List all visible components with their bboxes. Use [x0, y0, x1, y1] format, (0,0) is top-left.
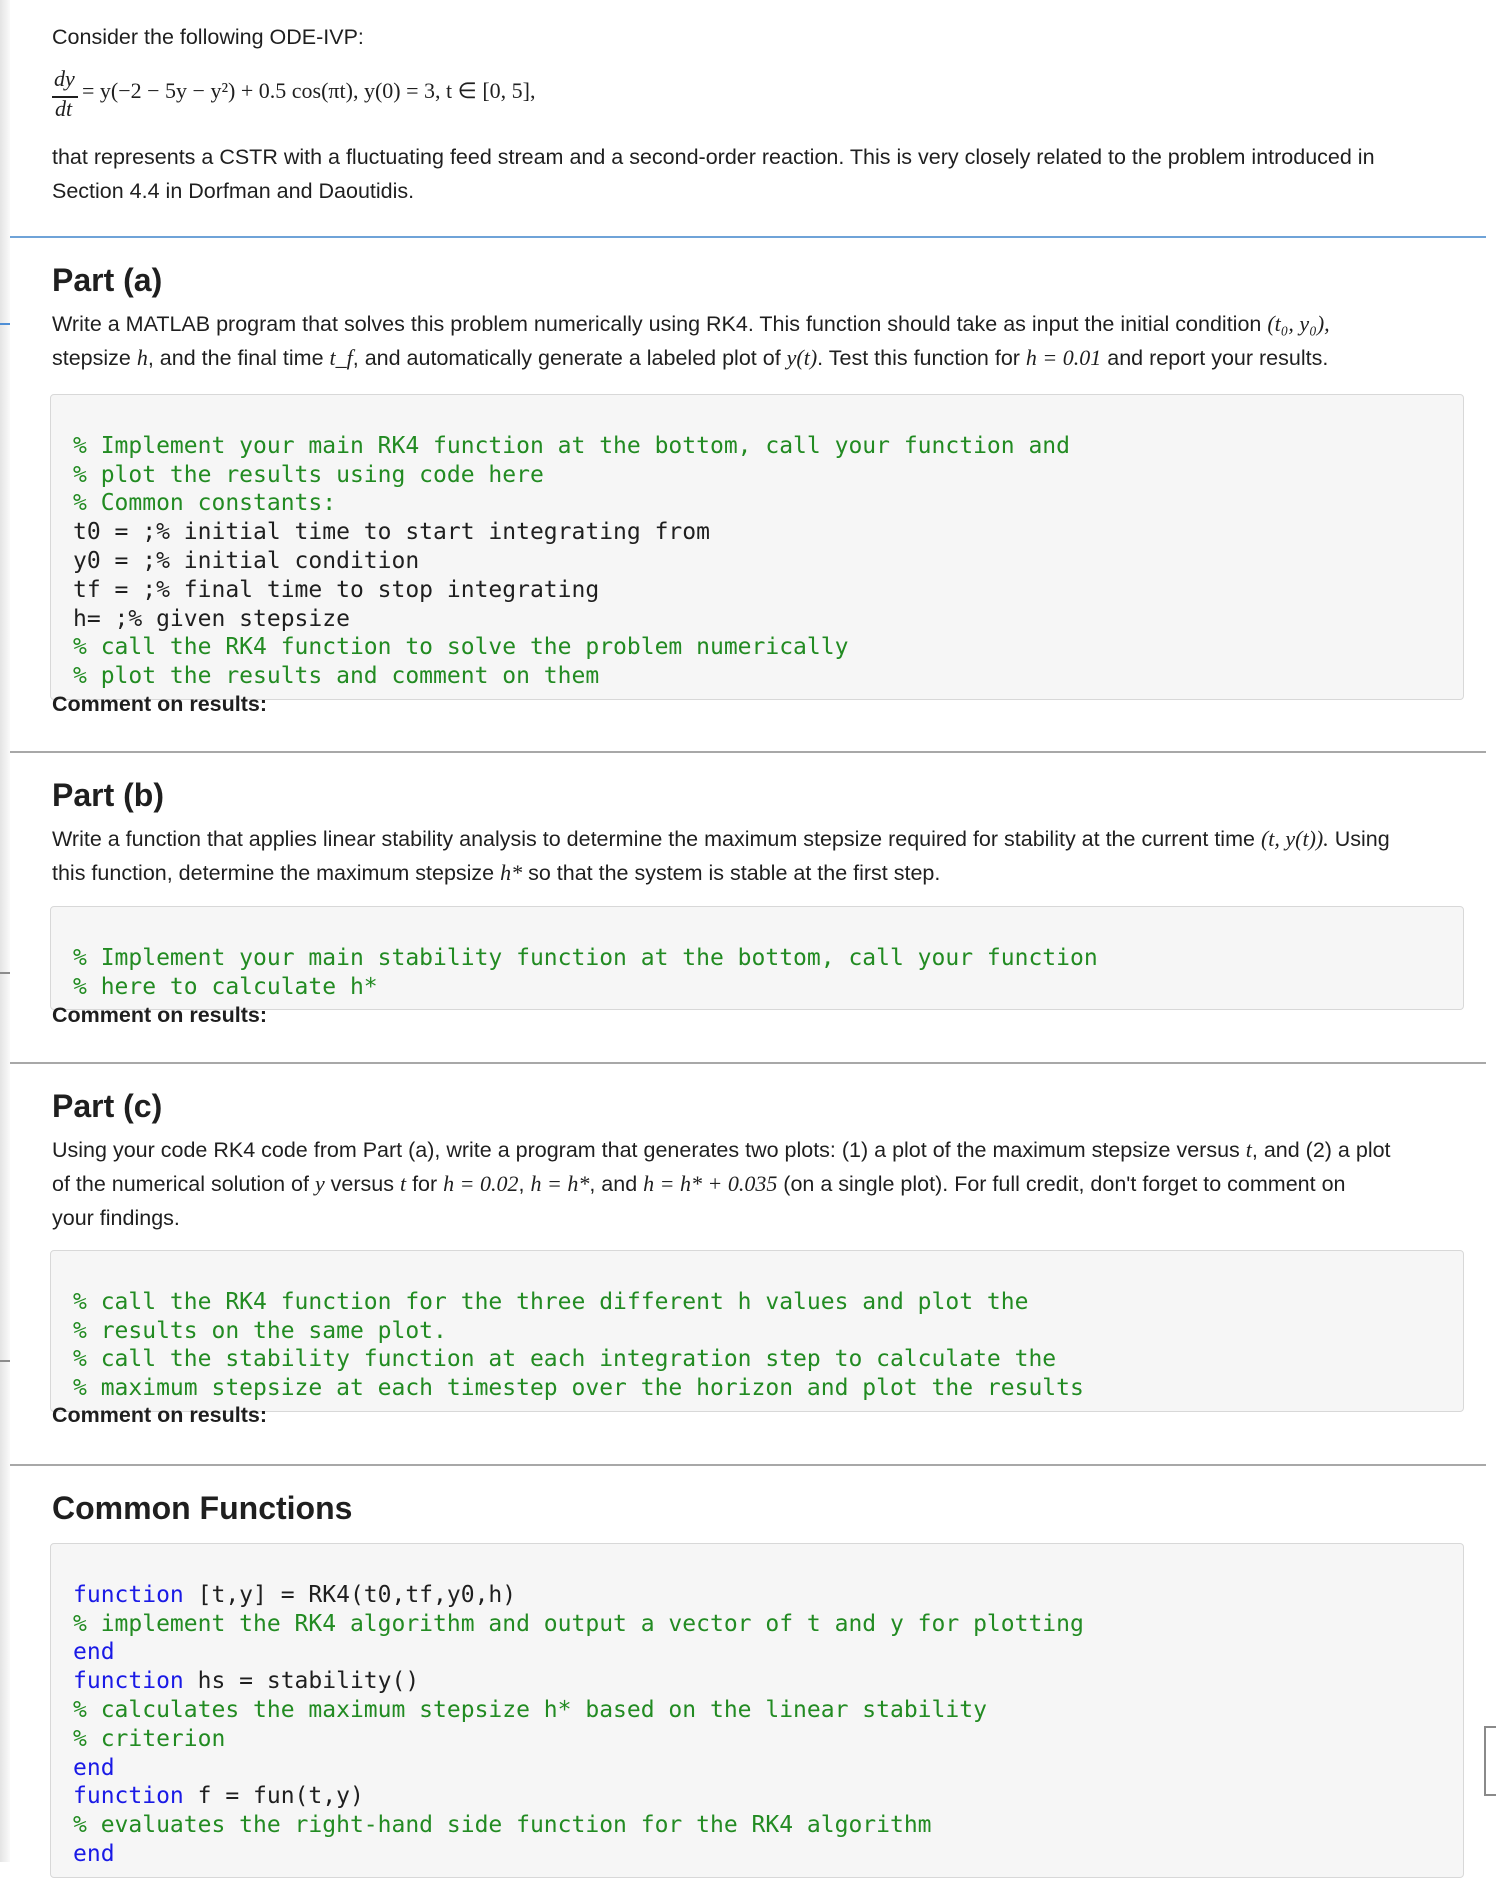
code-line: % implement the RK4 algorithm and output a vector of t and y for plotting [73, 1610, 1084, 1637]
code-keyword: function [73, 1668, 184, 1695]
part-c-text: , [518, 1172, 531, 1196]
code-line: % call the RK4 function to solve the problem numerically [73, 634, 849, 661]
code-line [73, 1581, 1441, 1610]
part-c-math: y [314, 1171, 325, 1196]
intro-lead: Consider the following ODE-IVP: [52, 25, 364, 49]
code-line: h= ;% given stepsize [73, 605, 350, 632]
code-line: % Implement your main RK4 function at the bottom, call your function and [73, 432, 1070, 459]
equation-rhs: = y(−2 − 5y − y²) + 0.5 cos(πt), y(0) = 3, t ∈ [0, 5], [82, 78, 536, 103]
code-signature: f = fun(t,y) [183, 1783, 364, 1810]
code-line: % calculates the maximum stepsize h* based on the linear stability [73, 1696, 987, 1723]
code-signature: [t,y] = RK4(t0,tf,y0,h) [183, 1581, 517, 1608]
part-c-math: t [399, 1171, 407, 1196]
part-c-text: , and [589, 1172, 644, 1196]
margin-marker [0, 323, 10, 325]
code-line: end [73, 1754, 115, 1781]
section-divider [10, 1464, 1486, 1466]
part-b-math: (t, y(t)). [1260, 826, 1329, 851]
part-a-comment-label: Comment on results: [52, 692, 268, 716]
part-b-comment-label: Comment on results: [52, 1003, 268, 1027]
code-line: % here to calculate h* [73, 973, 378, 1000]
part-a-text: stepsize [52, 346, 137, 370]
intro-description [52, 140, 1462, 208]
part-a-text: and report your results. [1101, 346, 1329, 370]
part-c-heading: Part (c) [52, 1088, 163, 1124]
code-keyword: function [73, 1783, 184, 1810]
code-keyword: function [73, 1581, 184, 1608]
code-line: tf = ;% final time to stop integrating [73, 576, 600, 603]
code-block-part-a[interactable] [50, 394, 1464, 700]
margin-marker [0, 972, 10, 974]
part-c-comment-label: Comment on results: [52, 1403, 268, 1427]
part-b-description [52, 822, 1462, 890]
code-line: y0 = ;% initial condition [73, 547, 420, 574]
scroll-handle[interactable] [1484, 1726, 1496, 1796]
code-line: % Implement your main stability function at the bottom, call your function [73, 944, 1098, 971]
part-c-text: versus [324, 1172, 400, 1196]
section-divider [10, 236, 1486, 238]
code-block-part-b[interactable] [50, 906, 1464, 1010]
code-line: % evaluates the right-hand side function for the RK4 algorithm [73, 1812, 932, 1839]
part-c-description [52, 1133, 1462, 1235]
part-a-text: , and the final time [147, 346, 330, 370]
code-line: % maximum stepsize at each timestep over the horizon and plot the results [73, 1375, 1084, 1402]
code-line: % call the stability function at each integration step to calculate the [73, 1346, 1057, 1373]
code-line: % criterion [73, 1725, 226, 1752]
code-line [73, 1667, 1441, 1696]
code-line: % results on the same plot. [73, 1317, 447, 1344]
part-c-math: h = 0.02 [443, 1171, 519, 1196]
part-b-heading: Part (b) [52, 777, 164, 813]
code-line [73, 1782, 1441, 1811]
part-b-text: Using [1328, 827, 1390, 851]
part-a-math: h = 0.01 [1025, 345, 1102, 370]
intro-desc-line2: Section 4.4 in Dorfman and Daoutidis. [52, 179, 415, 203]
part-c-math: t [1245, 1137, 1252, 1162]
part-a-text: . Test this function for [817, 346, 1026, 370]
section-divider [10, 1062, 1486, 1064]
code-block-common-functions[interactable] [50, 1543, 1464, 1878]
code-line: t0 = ;% initial time to start integrating from [73, 519, 710, 546]
part-a-math: y(t) [786, 345, 818, 370]
part-a-math: h [136, 345, 148, 370]
code-line: % plot the results and comment on them [73, 663, 600, 690]
section-divider [10, 751, 1486, 753]
part-a-text: , and automatically generate a labeled plot of [352, 346, 787, 370]
part-b-math: h* [500, 860, 523, 885]
part-a-description [52, 307, 1462, 375]
part-c-math: h = h* + 0.035 [643, 1171, 778, 1196]
equation-denominator: dt [55, 96, 73, 121]
code-line: end [73, 1639, 115, 1666]
margin-marker [0, 1360, 10, 1362]
code-line: % Common constants: [73, 490, 337, 517]
part-a-heading: Part (a) [52, 262, 163, 298]
part-b-text: Write a function that applies linear stability analysis to determine the maximum stepsize required for stability at the current time [52, 827, 1261, 851]
left-margin-bar [0, 0, 10, 1862]
part-b-text: so that the system is stable at the first step. [522, 861, 941, 885]
part-c-math: h = h* [530, 1171, 590, 1196]
part-c-text: for [406, 1172, 444, 1196]
intro-desc-line1: that represents a CSTR with a fluctuating feed stream and a second-order reaction. This is very closely related to the problem introduced in [52, 145, 1375, 169]
part-b-text: this function, determine the maximum stepsize [52, 861, 501, 885]
code-line: end [73, 1840, 115, 1867]
part-a-math: t_f [329, 345, 353, 370]
part-a-text: Write a MATLAB program that solves this problem numerically using RK4. This function should take as input the initial condition [52, 312, 1268, 336]
part-c-text: your findings. [52, 1206, 180, 1230]
equation-numerator: dy [54, 66, 75, 91]
part-c-text: Using your code RK4 code from Part (a), write a program that generates two plots: (1) a plot of the maximum stepsize versus [52, 1138, 1246, 1162]
code-line: % plot the results using code here [73, 461, 544, 488]
common-functions-heading: Common Functions [52, 1490, 353, 1526]
code-signature: hs = stability() [183, 1668, 420, 1695]
part-a-math: (t₀, y₀), [1267, 311, 1330, 336]
part-c-text: (on a single plot). For full credit, don't forget to comment on [777, 1172, 1346, 1196]
code-block-part-c[interactable] [50, 1250, 1464, 1412]
part-c-text: , and (2) a plot [1251, 1138, 1391, 1162]
part-c-text: of the numerical solution of [52, 1172, 315, 1196]
code-line: % call the RK4 function for the three different h values and plot the [73, 1288, 1029, 1315]
